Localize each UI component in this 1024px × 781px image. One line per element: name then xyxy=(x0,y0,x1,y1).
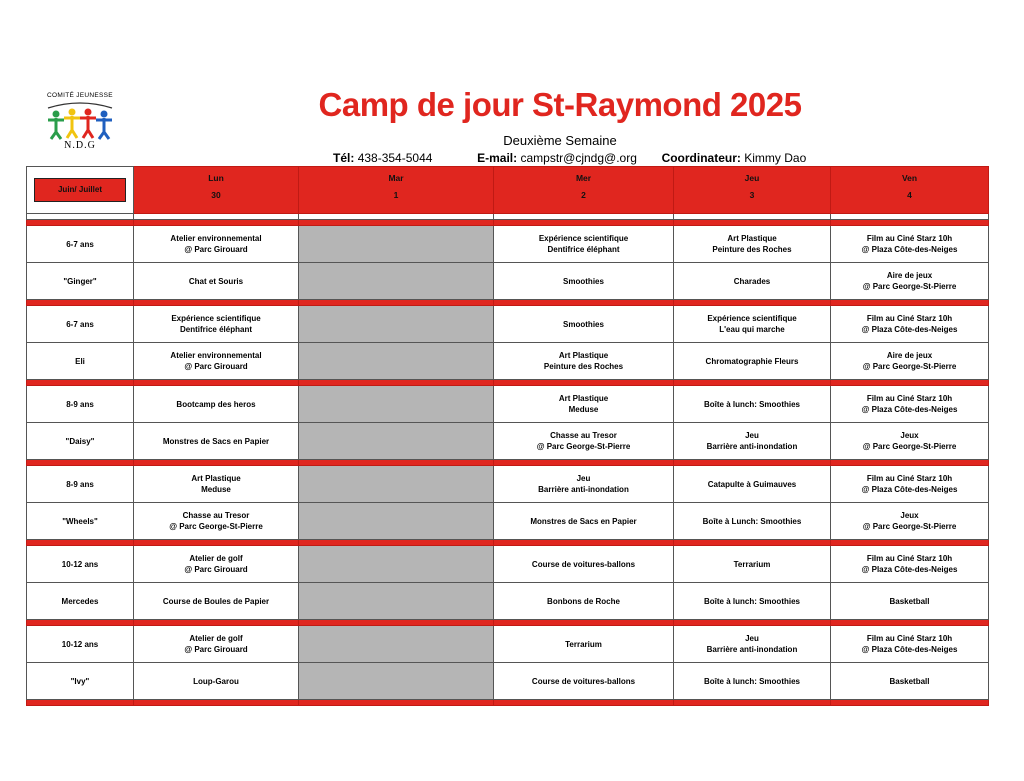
schedule-table xyxy=(26,166,989,706)
day-name: Jeu xyxy=(744,173,760,183)
activity-line: Art Plastique xyxy=(191,474,241,483)
activity-line: Terrarium xyxy=(565,639,602,649)
activity-line: @ Plaza Côte-des-Neiges xyxy=(861,405,958,414)
email-value: campstr@cjndg@.org xyxy=(520,151,637,165)
page-title: Camp de jour St-Raymond 2025 xyxy=(318,86,802,123)
closed-day-cell xyxy=(299,663,494,700)
activity-cell xyxy=(134,343,299,380)
day-header xyxy=(494,167,674,214)
activity-line: Basketball xyxy=(889,596,930,606)
contact-line xyxy=(333,151,806,165)
period-label: Juin/ Juillet xyxy=(34,178,126,202)
activity-line: Film au Ciné Starz 10h xyxy=(866,314,953,323)
activity-line: Jeux xyxy=(900,511,919,520)
cjndg-logo xyxy=(38,92,122,156)
schedule-row xyxy=(27,386,989,423)
closed-day-cell xyxy=(299,423,494,460)
activity-line: @ Plaza Côte-des-Neiges xyxy=(861,485,958,494)
activity-line: Catapulte à Guimauves xyxy=(707,479,797,489)
activity-line: Jeu xyxy=(745,634,759,643)
group-divider-cell xyxy=(494,700,674,706)
activity-cell xyxy=(831,466,989,503)
activity-line: Chasse au Tresor xyxy=(182,511,250,520)
activity-cell xyxy=(674,386,831,423)
activity-line: Atelier de golf xyxy=(189,554,243,563)
activity-line: @ Plaza Côte-des-Neiges xyxy=(861,565,958,574)
activity-cell xyxy=(831,583,989,620)
activity-cell xyxy=(831,423,989,460)
activity-cell xyxy=(831,306,989,343)
email-label: E-mail: xyxy=(477,151,518,165)
coordinator-value: Kimmy Dao xyxy=(744,151,807,165)
activity-line: Jeu xyxy=(745,431,759,440)
group-label: 6-7 ans xyxy=(27,226,134,263)
closed-day-cell xyxy=(299,226,494,263)
closed-day-cell xyxy=(299,583,494,620)
activity-line: Meduse xyxy=(568,405,599,414)
day-header xyxy=(831,167,989,214)
activity-cell xyxy=(494,546,674,583)
day-name: Mer xyxy=(575,173,592,183)
activity-line: L'eau qui marche xyxy=(719,325,785,334)
activity-line: @ Parc Girouard xyxy=(184,645,248,654)
activity-line: @ Parc Girouard xyxy=(184,245,248,254)
activity-line: @ Parc George-St-Pierre xyxy=(862,522,957,531)
closed-day-cell xyxy=(299,386,494,423)
activity-cell xyxy=(494,583,674,620)
activity-line: Boîte à lunch: Smoothies xyxy=(703,676,800,686)
activity-cell xyxy=(494,663,674,700)
activity-line: Peinture des Roches xyxy=(543,362,624,371)
group-label: Eli xyxy=(27,343,134,380)
activity-line: Boîte à lunch: Smoothies xyxy=(703,399,800,409)
activity-line: Film au Ciné Starz 10h xyxy=(866,634,953,643)
group-label: 8-9 ans xyxy=(27,386,134,423)
closed-day-cell xyxy=(299,546,494,583)
activity-cell xyxy=(831,263,989,300)
period-cell xyxy=(27,167,134,214)
activity-line: Art Plastique xyxy=(558,351,609,360)
logo-figures-icon xyxy=(42,100,118,140)
group-label: "Ivy" xyxy=(27,663,134,700)
closed-day-cell xyxy=(299,466,494,503)
activity-line: Aire de jeux xyxy=(886,351,933,360)
logo-top-text: COMITÉ JEUNESSE xyxy=(47,92,113,99)
group-divider-cell xyxy=(674,700,831,706)
schedule-row xyxy=(27,343,989,380)
activity-line: @ Plaza Côte-des-Neiges xyxy=(861,245,958,254)
closed-day-cell xyxy=(299,503,494,540)
closed-day-cell xyxy=(299,343,494,380)
activity-line: Meduse xyxy=(201,485,231,494)
activity-line: Film au Ciné Starz 10h xyxy=(866,554,953,563)
activity-line: Chasse au Tresor xyxy=(550,431,617,440)
group-divider-cell xyxy=(27,700,134,706)
schedule-row xyxy=(27,663,989,700)
schedule-row xyxy=(27,466,989,503)
activity-line: Art Plastique xyxy=(727,234,777,243)
activity-line: Film au Ciné Starz 10h xyxy=(866,394,953,403)
group-label: "Wheels" xyxy=(27,503,134,540)
activity-cell xyxy=(494,386,674,423)
closed-day-cell xyxy=(299,263,494,300)
group-label: 8-9 ans xyxy=(27,466,134,503)
activity-cell xyxy=(494,503,674,540)
activity-line: Jeu xyxy=(576,474,591,483)
activity-cell xyxy=(134,226,299,263)
activity-cell xyxy=(831,343,989,380)
activity-cell xyxy=(674,263,831,300)
day-name: Mar xyxy=(388,173,404,183)
activity-cell xyxy=(831,546,989,583)
activity-line: Course de Boules de Papier xyxy=(162,596,270,606)
activity-line: @ Parc Girouard xyxy=(184,565,248,574)
coordinator-label: Coordinateur: xyxy=(661,151,741,165)
tel-label: Tél: xyxy=(333,151,355,165)
activity-line: Jeux xyxy=(900,431,919,440)
activity-line: @ Plaza Côte-des-Neiges xyxy=(861,325,958,334)
activity-cell xyxy=(674,546,831,583)
activity-line: Charades xyxy=(733,276,771,286)
activity-line: Bonbons de Roche xyxy=(547,596,620,606)
schedule-row xyxy=(27,503,989,540)
activity-cell xyxy=(674,503,831,540)
activity-cell xyxy=(134,626,299,663)
activity-line: @ Plaza Côte-des-Neiges xyxy=(861,645,958,654)
page-subtitle: Deuxième Semaine xyxy=(503,133,617,148)
activity-line: Bootcamp des heros xyxy=(176,399,256,409)
activity-line: Loup-Garou xyxy=(193,676,239,686)
activity-line: Expérience scientifique xyxy=(707,314,797,323)
group-label: "Ginger" xyxy=(27,263,134,300)
group-label: "Daisy" xyxy=(27,423,134,460)
activity-cell xyxy=(674,626,831,663)
schedule-row xyxy=(27,306,989,343)
activity-line: Chromatographie Fleurs xyxy=(705,356,799,366)
activity-cell xyxy=(674,343,831,380)
activity-cell xyxy=(831,626,989,663)
group-divider-cell xyxy=(299,700,494,706)
activity-cell xyxy=(674,663,831,700)
activity-cell xyxy=(494,263,674,300)
activity-cell xyxy=(494,423,674,460)
activity-line: Art Plastique xyxy=(558,394,609,403)
schedule-row xyxy=(27,423,989,460)
schedule-row xyxy=(27,626,989,663)
activity-line: Atelier de golf xyxy=(189,634,243,643)
activity-line: @ Parc Girouard xyxy=(184,362,248,371)
schedule-row xyxy=(27,546,989,583)
activity-line: Expérience scientifique xyxy=(171,314,261,323)
group-label: 10-12 ans xyxy=(27,626,134,663)
schedule-row xyxy=(27,583,989,620)
activity-line: Film au Ciné Starz 10h xyxy=(866,234,953,243)
closed-day-cell xyxy=(299,306,494,343)
activity-line: Boîte à lunch: Smoothies xyxy=(703,596,800,606)
activity-line: @ Parc George-St-Pierre xyxy=(862,282,957,291)
tel-value: 438-354-5044 xyxy=(357,151,433,165)
activity-line: Film au Ciné Starz 10h xyxy=(866,474,953,483)
activity-cell xyxy=(674,466,831,503)
group-divider-cell xyxy=(831,700,989,706)
activity-cell xyxy=(494,466,674,503)
activity-line: Barrière anti-inondation xyxy=(538,485,629,494)
activity-cell xyxy=(134,263,299,300)
activity-cell xyxy=(134,306,299,343)
group-label: 10-12 ans xyxy=(27,546,134,583)
activity-line: Monstres de Sacs en Papier xyxy=(530,516,637,526)
activity-line: @ Parc George-St-Pierre xyxy=(862,442,957,451)
activity-cell xyxy=(831,663,989,700)
closed-day-cell xyxy=(299,626,494,663)
activity-cell xyxy=(831,226,989,263)
group-label: 6-7 ans xyxy=(27,306,134,343)
day-header xyxy=(674,167,831,214)
group-label: Mercedes xyxy=(27,583,134,620)
activity-line: Aire de jeux xyxy=(886,271,933,280)
activity-line: @ Parc George-St-Pierre xyxy=(536,442,631,451)
day-date: 3 xyxy=(749,190,755,200)
activity-cell xyxy=(134,423,299,460)
day-header-row xyxy=(27,167,989,214)
activity-line: Dentifrice éléphant xyxy=(179,325,252,334)
activity-cell xyxy=(494,226,674,263)
activity-cell xyxy=(134,503,299,540)
day-date: 30 xyxy=(211,190,221,200)
activity-line: Boîte à Lunch: Smoothies xyxy=(702,516,802,526)
activity-cell xyxy=(831,386,989,423)
activity-line: @ Parc George-St-Pierre xyxy=(862,362,957,371)
activity-line: @ Parc George-St-Pierre xyxy=(169,522,263,531)
activity-cell xyxy=(494,306,674,343)
activity-line: Atelier environnemental xyxy=(170,351,262,360)
activity-cell xyxy=(674,306,831,343)
activity-line: Course de voitures-ballons xyxy=(531,676,636,686)
activity-line: Dentifrice éléphant xyxy=(547,245,620,254)
schedule-row xyxy=(27,263,989,300)
activity-cell xyxy=(674,423,831,460)
activity-cell xyxy=(134,466,299,503)
day-header xyxy=(134,167,299,214)
activity-line: Barrière anti-inondation xyxy=(706,645,798,654)
logo-bottom-text: N.D.G xyxy=(64,140,96,151)
activity-line: Basketball xyxy=(889,676,930,686)
activity-cell xyxy=(134,583,299,620)
activity-cell xyxy=(134,386,299,423)
day-date: 2 xyxy=(581,190,586,200)
activity-cell xyxy=(674,226,831,263)
activity-cell xyxy=(674,583,831,620)
activity-line: Smoothies xyxy=(563,319,604,329)
day-date: 1 xyxy=(393,190,399,200)
activity-cell xyxy=(134,546,299,583)
activity-line: Chat et Souris xyxy=(188,276,244,286)
activity-line: Smoothies xyxy=(563,276,604,286)
activity-line: Barrière anti-inondation xyxy=(706,442,798,451)
day-name: Ven xyxy=(901,173,918,183)
activity-line: Expérience scientifique xyxy=(538,234,629,243)
activity-cell xyxy=(494,626,674,663)
day-header xyxy=(299,167,494,214)
activity-cell xyxy=(134,663,299,700)
activity-line: Terrarium xyxy=(733,559,771,569)
activity-line: Monstres de Sacs en Papier xyxy=(162,436,270,446)
day-date: 4 xyxy=(907,190,912,200)
activity-line: Peinture des Roches xyxy=(712,245,792,254)
activity-cell xyxy=(494,343,674,380)
group-divider-cell xyxy=(134,700,299,706)
day-name: Lun xyxy=(208,173,224,183)
group-divider xyxy=(27,700,989,706)
activity-cell xyxy=(831,503,989,540)
activity-line: Course de voitures-ballons xyxy=(531,559,636,569)
activity-line: Atelier environnemental xyxy=(170,234,262,243)
schedule-row xyxy=(27,226,989,263)
